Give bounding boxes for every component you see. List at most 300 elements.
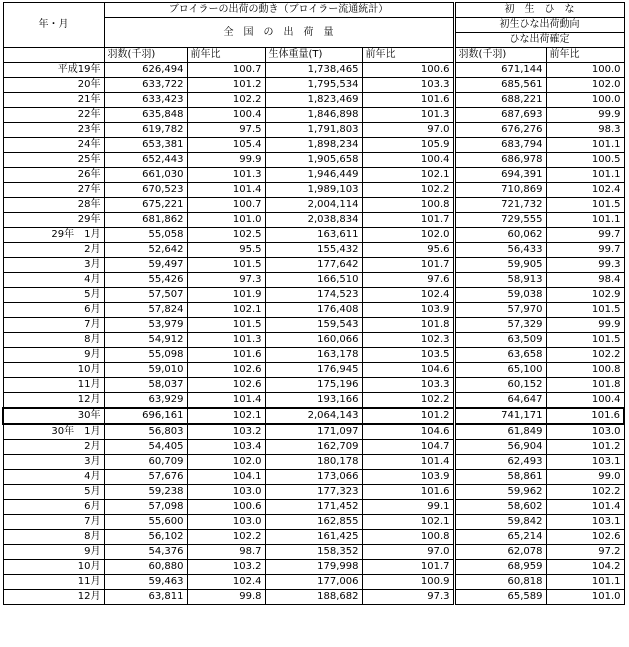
data-cell: 103.0 bbox=[187, 485, 265, 500]
data-cell: 104.7 bbox=[362, 440, 454, 455]
data-cell: 100.9 bbox=[362, 575, 454, 590]
data-cell: 101.7 bbox=[362, 560, 454, 575]
data-cell: 97.6 bbox=[362, 273, 454, 288]
data-cell: 97.3 bbox=[362, 590, 454, 605]
data-cell: 97.5 bbox=[187, 123, 265, 138]
data-cell: 62,493 bbox=[454, 455, 546, 470]
data-cell: 101.5 bbox=[546, 303, 624, 318]
table-row bbox=[3, 108, 624, 123]
data-cell: 102.6 bbox=[187, 363, 265, 378]
table-row bbox=[3, 198, 624, 213]
data-cell: 60,880 bbox=[104, 560, 187, 575]
row-label: 4月 bbox=[3, 273, 104, 288]
data-cell: 100.8 bbox=[546, 363, 624, 378]
statistics-table-container bbox=[2, 2, 625, 605]
data-cell: 102.4 bbox=[362, 288, 454, 303]
data-cell: 681,862 bbox=[104, 213, 187, 228]
data-cell: 101.4 bbox=[546, 500, 624, 515]
data-cell: 176,945 bbox=[265, 363, 362, 378]
data-cell: 57,329 bbox=[454, 318, 546, 333]
row-label: 平成19年 bbox=[3, 63, 104, 78]
row-label: 23年 bbox=[3, 123, 104, 138]
data-cell: 99.0 bbox=[546, 470, 624, 485]
data-cell: 103.0 bbox=[187, 515, 265, 530]
data-cell: 101.5 bbox=[546, 198, 624, 213]
row-label: 5月 bbox=[3, 485, 104, 500]
row-label: 30年 bbox=[3, 408, 104, 424]
data-cell: 60,709 bbox=[104, 455, 187, 470]
data-cell: 102.4 bbox=[187, 575, 265, 590]
data-cell: 652,443 bbox=[104, 153, 187, 168]
data-cell: 104.6 bbox=[362, 424, 454, 440]
data-cell: 688,221 bbox=[454, 93, 546, 108]
data-cell: 60,062 bbox=[454, 228, 546, 243]
data-cell: 101.6 bbox=[362, 93, 454, 108]
data-cell: 101.2 bbox=[187, 78, 265, 93]
data-cell: 59,962 bbox=[454, 485, 546, 500]
table-row bbox=[3, 348, 624, 363]
data-cell: 173,066 bbox=[265, 470, 362, 485]
data-cell: 102.4 bbox=[546, 183, 624, 198]
row-label: 30年 1月 bbox=[3, 424, 104, 440]
row-label: 11月 bbox=[3, 575, 104, 590]
data-cell: 101.2 bbox=[546, 440, 624, 455]
table-row bbox=[3, 273, 624, 288]
table-row bbox=[3, 470, 624, 485]
row-label: 10月 bbox=[3, 363, 104, 378]
data-cell: 99.1 bbox=[362, 500, 454, 515]
data-cell: 101.1 bbox=[546, 168, 624, 183]
data-cell: 102.6 bbox=[546, 530, 624, 545]
data-cell: 56,904 bbox=[454, 440, 546, 455]
data-cell: 100.8 bbox=[362, 530, 454, 545]
data-cell: 102.1 bbox=[187, 408, 265, 424]
data-cell: 102.2 bbox=[546, 348, 624, 363]
data-cell: 102.5 bbox=[187, 228, 265, 243]
data-cell: 174,523 bbox=[265, 288, 362, 303]
col-header-yoy: 前年比 bbox=[187, 48, 265, 63]
year-month-header: 年・月 bbox=[3, 3, 104, 48]
row-label: 3月 bbox=[3, 258, 104, 273]
data-cell: 97.3 bbox=[187, 273, 265, 288]
table-row bbox=[3, 138, 624, 153]
data-cell: 99.7 bbox=[546, 243, 624, 258]
data-cell: 57,824 bbox=[104, 303, 187, 318]
data-cell: 193,166 bbox=[265, 393, 362, 409]
data-cell: 59,905 bbox=[454, 258, 546, 273]
data-cell: 95.5 bbox=[187, 243, 265, 258]
table-row bbox=[3, 575, 624, 590]
data-cell: 102.1 bbox=[187, 303, 265, 318]
data-cell: 670,523 bbox=[104, 183, 187, 198]
data-cell: 101.8 bbox=[362, 318, 454, 333]
data-cell: 676,276 bbox=[454, 123, 546, 138]
chick-trend-header: 初生ひな出荷動向 bbox=[454, 18, 624, 33]
data-cell: 159,543 bbox=[265, 318, 362, 333]
data-cell: 160,066 bbox=[265, 333, 362, 348]
data-cell: 102.3 bbox=[362, 333, 454, 348]
data-cell: 103.1 bbox=[546, 515, 624, 530]
col-header-birds: 羽数(千羽) bbox=[104, 48, 187, 63]
data-cell: 176,408 bbox=[265, 303, 362, 318]
data-cell: 56,803 bbox=[104, 424, 187, 440]
corner-cell bbox=[3, 48, 104, 63]
row-label: 9月 bbox=[3, 545, 104, 560]
row-label: 20年 bbox=[3, 78, 104, 93]
data-cell: 105.9 bbox=[362, 138, 454, 153]
data-cell: 104.2 bbox=[546, 560, 624, 575]
data-cell: 102.2 bbox=[187, 530, 265, 545]
data-cell: 59,010 bbox=[104, 363, 187, 378]
data-cell: 661,030 bbox=[104, 168, 187, 183]
data-cell: 99.9 bbox=[546, 318, 624, 333]
data-cell: 56,102 bbox=[104, 530, 187, 545]
data-cell: 671,144 bbox=[454, 63, 546, 78]
data-cell: 721,732 bbox=[454, 198, 546, 213]
data-cell: 60,818 bbox=[454, 575, 546, 590]
table-row bbox=[3, 288, 624, 303]
data-cell: 63,811 bbox=[104, 590, 187, 605]
data-cell: 158,352 bbox=[265, 545, 362, 560]
row-label: 21年 bbox=[3, 93, 104, 108]
national-shipment-header: 全 国 の 出 荷 量 bbox=[104, 18, 454, 48]
data-cell: 64,647 bbox=[454, 393, 546, 409]
data-cell: 103.9 bbox=[362, 470, 454, 485]
data-cell: 99.8 bbox=[187, 590, 265, 605]
data-cell: 102.0 bbox=[546, 78, 624, 93]
data-cell: 103.1 bbox=[546, 455, 624, 470]
table-row bbox=[3, 258, 624, 273]
data-cell: 59,238 bbox=[104, 485, 187, 500]
data-cell: 162,855 bbox=[265, 515, 362, 530]
table-row bbox=[3, 123, 624, 138]
data-cell: 1,946,449 bbox=[265, 168, 362, 183]
data-cell: 54,405 bbox=[104, 440, 187, 455]
row-label: 12月 bbox=[3, 393, 104, 409]
table-row bbox=[3, 590, 624, 605]
data-cell: 171,452 bbox=[265, 500, 362, 515]
table-row bbox=[3, 515, 624, 530]
data-cell: 103.2 bbox=[187, 560, 265, 575]
data-cell: 99.7 bbox=[546, 228, 624, 243]
table-row bbox=[3, 485, 624, 500]
data-cell: 99.3 bbox=[546, 258, 624, 273]
data-cell: 103.4 bbox=[187, 440, 265, 455]
data-cell: 98.4 bbox=[546, 273, 624, 288]
data-cell: 729,555 bbox=[454, 213, 546, 228]
data-cell: 53,979 bbox=[104, 318, 187, 333]
data-cell: 100.7 bbox=[187, 198, 265, 213]
data-cell: 626,494 bbox=[104, 63, 187, 78]
data-cell: 59,463 bbox=[104, 575, 187, 590]
data-cell: 63,509 bbox=[454, 333, 546, 348]
data-cell: 1,989,103 bbox=[265, 183, 362, 198]
table-row bbox=[3, 424, 624, 440]
data-cell: 163,178 bbox=[265, 348, 362, 363]
data-cell: 101.8 bbox=[546, 378, 624, 393]
data-cell: 102.1 bbox=[362, 168, 454, 183]
data-cell: 1,905,658 bbox=[265, 153, 362, 168]
row-label: 12月 bbox=[3, 590, 104, 605]
data-cell: 101.5 bbox=[546, 333, 624, 348]
data-cell: 100.0 bbox=[546, 63, 624, 78]
row-label: 11月 bbox=[3, 378, 104, 393]
data-cell: 675,221 bbox=[104, 198, 187, 213]
table-row bbox=[3, 183, 624, 198]
data-cell: 65,589 bbox=[454, 590, 546, 605]
data-cell: 101.6 bbox=[187, 348, 265, 363]
data-cell: 166,510 bbox=[265, 273, 362, 288]
data-cell: 57,970 bbox=[454, 303, 546, 318]
data-cell: 2,004,114 bbox=[265, 198, 362, 213]
row-label: 26年 bbox=[3, 168, 104, 183]
data-cell: 180,178 bbox=[265, 455, 362, 470]
data-cell: 1,795,534 bbox=[265, 78, 362, 93]
data-cell: 687,693 bbox=[454, 108, 546, 123]
table-row bbox=[3, 303, 624, 318]
data-cell: 101.1 bbox=[546, 138, 624, 153]
data-cell: 103.5 bbox=[362, 348, 454, 363]
data-cell: 54,912 bbox=[104, 333, 187, 348]
data-cell: 101.3 bbox=[187, 333, 265, 348]
data-cell: 100.5 bbox=[546, 153, 624, 168]
data-cell: 98.7 bbox=[187, 545, 265, 560]
table-row bbox=[3, 545, 624, 560]
data-cell: 685,561 bbox=[454, 78, 546, 93]
data-cell: 100.7 bbox=[187, 63, 265, 78]
table-row bbox=[3, 560, 624, 575]
table-row bbox=[3, 93, 624, 108]
data-cell: 100.6 bbox=[362, 63, 454, 78]
data-cell: 104.1 bbox=[187, 470, 265, 485]
data-cell: 2,038,834 bbox=[265, 213, 362, 228]
data-cell: 635,848 bbox=[104, 108, 187, 123]
data-cell: 633,423 bbox=[104, 93, 187, 108]
data-cell: 59,038 bbox=[454, 288, 546, 303]
table-row bbox=[3, 168, 624, 183]
data-cell: 59,842 bbox=[454, 515, 546, 530]
data-cell: 177,642 bbox=[265, 258, 362, 273]
data-cell: 710,869 bbox=[454, 183, 546, 198]
data-cell: 65,100 bbox=[454, 363, 546, 378]
row-label: 29年 1月 bbox=[3, 228, 104, 243]
table-row bbox=[3, 318, 624, 333]
data-cell: 696,161 bbox=[104, 408, 187, 424]
data-cell: 101.7 bbox=[362, 213, 454, 228]
chick-confirmed-header: ひな出荷確定 bbox=[454, 33, 624, 48]
data-cell: 63,658 bbox=[454, 348, 546, 363]
data-cell: 102.9 bbox=[546, 288, 624, 303]
data-cell: 65,214 bbox=[454, 530, 546, 545]
data-cell: 63,929 bbox=[104, 393, 187, 409]
data-cell: 52,642 bbox=[104, 243, 187, 258]
row-label: 10月 bbox=[3, 560, 104, 575]
data-cell: 694,391 bbox=[454, 168, 546, 183]
data-cell: 101.0 bbox=[546, 590, 624, 605]
data-cell: 188,682 bbox=[265, 590, 362, 605]
data-cell: 99.9 bbox=[187, 153, 265, 168]
table-row bbox=[3, 153, 624, 168]
data-cell: 102.1 bbox=[362, 515, 454, 530]
data-cell: 102.2 bbox=[362, 393, 454, 409]
data-cell: 58,913 bbox=[454, 273, 546, 288]
data-cell: 100.4 bbox=[362, 153, 454, 168]
col-header-yoy: 前年比 bbox=[362, 48, 454, 63]
data-cell: 58,602 bbox=[454, 500, 546, 515]
data-cell: 653,381 bbox=[104, 138, 187, 153]
data-cell: 57,098 bbox=[104, 500, 187, 515]
table-row bbox=[3, 363, 624, 378]
row-label: 2月 bbox=[3, 243, 104, 258]
data-cell: 101.1 bbox=[546, 213, 624, 228]
data-cell: 161,425 bbox=[265, 530, 362, 545]
data-cell: 103.3 bbox=[362, 378, 454, 393]
row-label: 4月 bbox=[3, 470, 104, 485]
data-cell: 101.7 bbox=[362, 258, 454, 273]
data-cell: 101.9 bbox=[187, 288, 265, 303]
data-cell: 179,998 bbox=[265, 560, 362, 575]
row-label: 9月 bbox=[3, 348, 104, 363]
data-cell: 171,097 bbox=[265, 424, 362, 440]
data-cell: 1,898,234 bbox=[265, 138, 362, 153]
data-cell: 61,849 bbox=[454, 424, 546, 440]
data-cell: 102.0 bbox=[187, 455, 265, 470]
data-cell: 101.4 bbox=[187, 183, 265, 198]
row-label: 28年 bbox=[3, 198, 104, 213]
table-row bbox=[3, 500, 624, 515]
data-cell: 103.3 bbox=[362, 78, 454, 93]
data-cell: 155,432 bbox=[265, 243, 362, 258]
data-cell: 102.2 bbox=[187, 93, 265, 108]
table-row bbox=[3, 393, 624, 409]
data-cell: 1,846,898 bbox=[265, 108, 362, 123]
row-label: 5月 bbox=[3, 288, 104, 303]
data-cell: 1,791,803 bbox=[265, 123, 362, 138]
row-label: 2月 bbox=[3, 440, 104, 455]
col-header-chick-yoy: 前年比 bbox=[546, 48, 624, 63]
data-cell: 2,064,143 bbox=[265, 408, 362, 424]
data-cell: 102.2 bbox=[546, 485, 624, 500]
data-cell: 683,794 bbox=[454, 138, 546, 153]
data-cell: 633,722 bbox=[104, 78, 187, 93]
data-cell: 102.6 bbox=[187, 378, 265, 393]
col-header-weight: 生体重量(T) bbox=[265, 48, 362, 63]
table-row bbox=[3, 228, 624, 243]
data-cell: 100.4 bbox=[187, 108, 265, 123]
data-cell: 101.6 bbox=[362, 485, 454, 500]
row-label: 7月 bbox=[3, 318, 104, 333]
data-cell: 686,978 bbox=[454, 153, 546, 168]
data-cell: 68,959 bbox=[454, 560, 546, 575]
data-cell: 56,433 bbox=[454, 243, 546, 258]
data-cell: 163,611 bbox=[265, 228, 362, 243]
data-cell: 103.9 bbox=[362, 303, 454, 318]
broiler-shipment-table bbox=[2, 2, 625, 605]
data-cell: 57,676 bbox=[104, 470, 187, 485]
data-cell: 1,738,465 bbox=[265, 63, 362, 78]
data-cell: 62,078 bbox=[454, 545, 546, 560]
table-row bbox=[3, 78, 624, 93]
table-row bbox=[3, 530, 624, 545]
data-cell: 59,497 bbox=[104, 258, 187, 273]
data-cell: 177,006 bbox=[265, 575, 362, 590]
data-cell: 101.3 bbox=[187, 168, 265, 183]
data-cell: 619,782 bbox=[104, 123, 187, 138]
data-cell: 741,171 bbox=[454, 408, 546, 424]
data-cell: 105.4 bbox=[187, 138, 265, 153]
data-cell: 101.2 bbox=[362, 408, 454, 424]
data-cell: 98.3 bbox=[546, 123, 624, 138]
data-cell: 55,426 bbox=[104, 273, 187, 288]
row-label: 22年 bbox=[3, 108, 104, 123]
data-cell: 97.0 bbox=[362, 545, 454, 560]
row-label: 3月 bbox=[3, 455, 104, 470]
data-cell: 55,058 bbox=[104, 228, 187, 243]
table-row bbox=[3, 333, 624, 348]
data-cell: 104.6 bbox=[362, 363, 454, 378]
data-cell: 1,823,469 bbox=[265, 93, 362, 108]
data-cell: 58,861 bbox=[454, 470, 546, 485]
row-label: 8月 bbox=[3, 530, 104, 545]
row-label: 25年 bbox=[3, 153, 104, 168]
table-row bbox=[3, 455, 624, 470]
data-cell: 102.0 bbox=[362, 228, 454, 243]
data-cell: 60,152 bbox=[454, 378, 546, 393]
data-cell: 101.0 bbox=[187, 213, 265, 228]
data-cell: 97.0 bbox=[362, 123, 454, 138]
data-cell: 101.4 bbox=[187, 393, 265, 409]
data-cell: 57,507 bbox=[104, 288, 187, 303]
table-row bbox=[3, 63, 624, 78]
data-cell: 103.0 bbox=[546, 424, 624, 440]
table-row bbox=[3, 243, 624, 258]
data-cell: 100.0 bbox=[546, 93, 624, 108]
data-cell: 103.2 bbox=[187, 424, 265, 440]
data-cell: 101.4 bbox=[362, 455, 454, 470]
data-cell: 99.9 bbox=[546, 108, 624, 123]
table-row bbox=[3, 213, 624, 228]
data-cell: 101.5 bbox=[187, 258, 265, 273]
data-cell: 55,098 bbox=[104, 348, 187, 363]
table-row bbox=[3, 440, 624, 455]
data-cell: 95.6 bbox=[362, 243, 454, 258]
data-cell: 101.1 bbox=[546, 575, 624, 590]
data-cell: 100.8 bbox=[362, 198, 454, 213]
data-cell: 100.4 bbox=[546, 393, 624, 409]
row-label: 7月 bbox=[3, 515, 104, 530]
data-cell: 102.2 bbox=[362, 183, 454, 198]
row-label: 6月 bbox=[3, 303, 104, 318]
row-label: 27年 bbox=[3, 183, 104, 198]
data-cell: 55,600 bbox=[104, 515, 187, 530]
table-row-annual bbox=[3, 408, 624, 424]
row-label: 6月 bbox=[3, 500, 104, 515]
data-cell: 54,376 bbox=[104, 545, 187, 560]
data-cell: 101.6 bbox=[546, 408, 624, 424]
data-cell: 97.2 bbox=[546, 545, 624, 560]
data-cell: 101.3 bbox=[362, 108, 454, 123]
data-cell: 162,709 bbox=[265, 440, 362, 455]
data-cell: 100.6 bbox=[187, 500, 265, 515]
table-row bbox=[3, 378, 624, 393]
data-cell: 175,196 bbox=[265, 378, 362, 393]
row-label: 8月 bbox=[3, 333, 104, 348]
data-cell: 101.5 bbox=[187, 318, 265, 333]
chick-group-header: 初 生 ひ な bbox=[454, 3, 624, 18]
data-cell: 177,323 bbox=[265, 485, 362, 500]
col-header-chick-birds: 羽数(千羽) bbox=[454, 48, 546, 63]
data-cell: 58,037 bbox=[104, 378, 187, 393]
